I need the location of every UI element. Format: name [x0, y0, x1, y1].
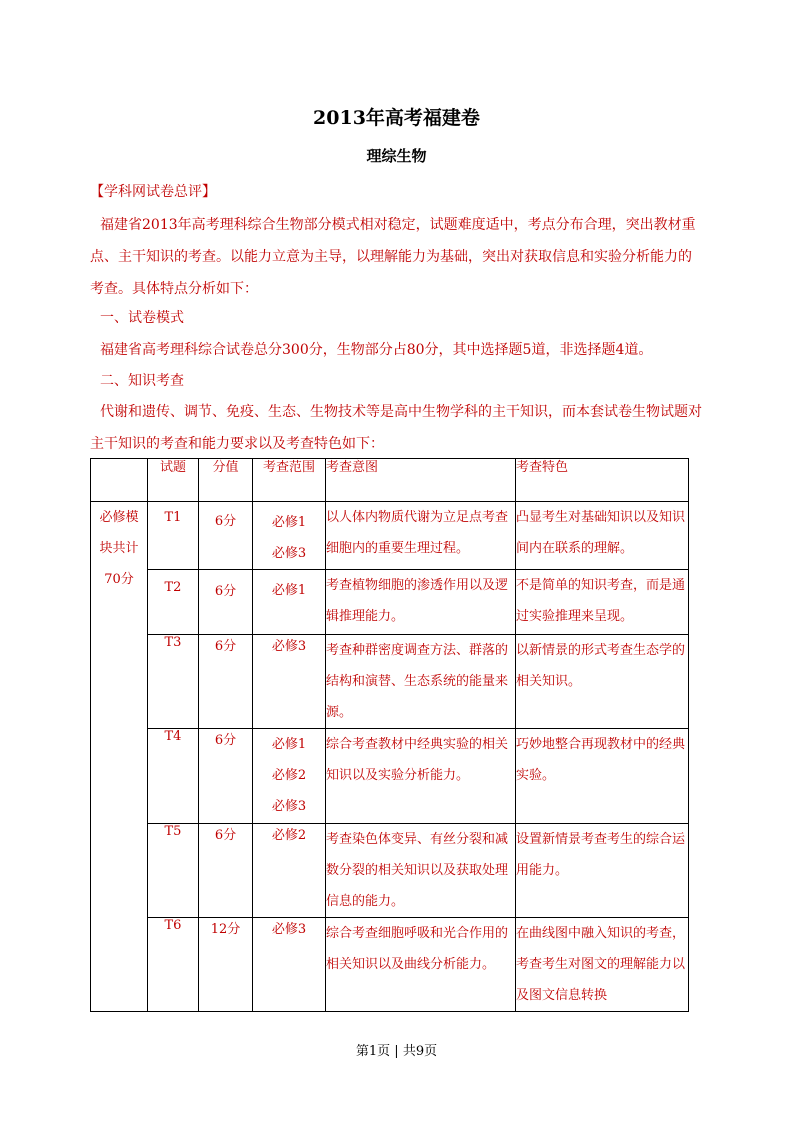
range-cell: 必修3	[253, 635, 326, 729]
score-cell: 12分	[199, 918, 253, 1012]
table-row	[91, 502, 689, 570]
feature-cell: 凸显考生对基础知识以及知识间内在联系的理解。	[516, 502, 689, 570]
header-feature: 考查特色	[516, 459, 689, 502]
range-cell: 必修2	[253, 824, 326, 918]
table-row	[91, 570, 689, 635]
score-cell: 6分	[199, 635, 253, 729]
range-cell: 必修1	[253, 570, 326, 635]
group-label: 必修模块共计70分	[91, 502, 148, 1012]
feature-cell: 以新情景的形式考查生态学的相关知识。	[516, 635, 689, 729]
header-score: 分值	[199, 459, 253, 502]
table-row	[91, 824, 689, 918]
table-row	[91, 729, 689, 824]
heading-exam-mode: 一、试卷模式	[100, 310, 184, 326]
intent-cell: 综合考查教材中经典实验的相关知识以及实验分析能力。	[326, 729, 516, 824]
intent-cell: 以人体内物质代谢为立足点考查细胞内的重要生理过程。	[326, 502, 516, 570]
table-row	[91, 918, 689, 1012]
header-blank-cell	[91, 459, 148, 502]
score-cell: 6分	[199, 729, 253, 824]
page-footer: 第1页 | 共9页	[355, 1044, 438, 1059]
feature-cell: 巧妙地整合再现教材中的经典实验。	[516, 729, 689, 824]
intent-cell: 考查染色体变异、有丝分裂和减数分裂的相关知识以及获取处理信息的能力。	[326, 824, 516, 918]
intent-cell: 考查种群密度调查方法、群落的结构和演替、生态系统的能量来源。	[326, 635, 516, 729]
intro-paragraph: 福建省2013年高考理科综合生物部分模式相对稳定，试题难度适中，考点分布合理，突出教材重点、主干知识的考查。以能力立意为主导，以理解能力为基础，突出对获取信息和实验分析能力的考查。具体特点分析如下：	[90, 217, 696, 297]
question-number: T2	[148, 570, 199, 635]
exam-mode-text: 福建省高考理科综合试卷总分300分，生物部分占80分，其中选择题5道，非选择题4道。	[100, 342, 653, 358]
question-number: T1	[148, 502, 199, 570]
question-number: T6	[148, 918, 199, 1012]
score-cell: 6分	[199, 570, 253, 635]
question-number: T4	[148, 729, 199, 824]
page-title: 2013年高考福建卷	[313, 107, 480, 129]
header-intent: 考查意图	[326, 459, 516, 502]
analysis-table	[90, 458, 689, 1012]
header-question: 试题	[148, 459, 199, 502]
score-cell: 6分	[199, 824, 253, 918]
heading-knowledge: 二、知识考查	[100, 373, 184, 389]
page-subtitle: 理综生物	[366, 147, 427, 165]
feature-cell: 设置新情景考查考生的综合运用能力。	[516, 824, 689, 918]
header-range: 考查范围	[253, 459, 326, 502]
knowledge-paragraph: 代谢和遗传、调节、免疫、生态、生物技术等是高中生物学科的主干知识，而本套试卷生物试题对主干知识的考查和能力要求以及考查特色如下：	[90, 404, 702, 452]
table-row	[91, 635, 689, 729]
question-number: T5	[148, 824, 199, 918]
section-tag: 【学科网试卷总评】	[90, 184, 216, 200]
range-cell: 必修1 必修2 必修3	[253, 729, 326, 824]
range-cell: 必修3	[253, 918, 326, 1012]
intent-cell: 考查植物细胞的渗透作用以及逻辑推理能力。	[326, 570, 516, 635]
range-cell: 必修1 必修3	[253, 502, 326, 570]
feature-cell: 不是简单的知识考查，而是通过实验推理来呈现。	[516, 570, 689, 635]
feature-cell: 在曲线图中融入知识的考查，考查考生对图文的理解能力以及图文信息转换	[516, 918, 689, 1012]
score-cell: 6分	[199, 502, 253, 570]
intent-cell: 综合考查细胞呼吸和光合作用的相关知识以及曲线分析能力。	[326, 918, 516, 1012]
table-header-row	[91, 459, 689, 502]
question-number: T3	[148, 635, 199, 729]
